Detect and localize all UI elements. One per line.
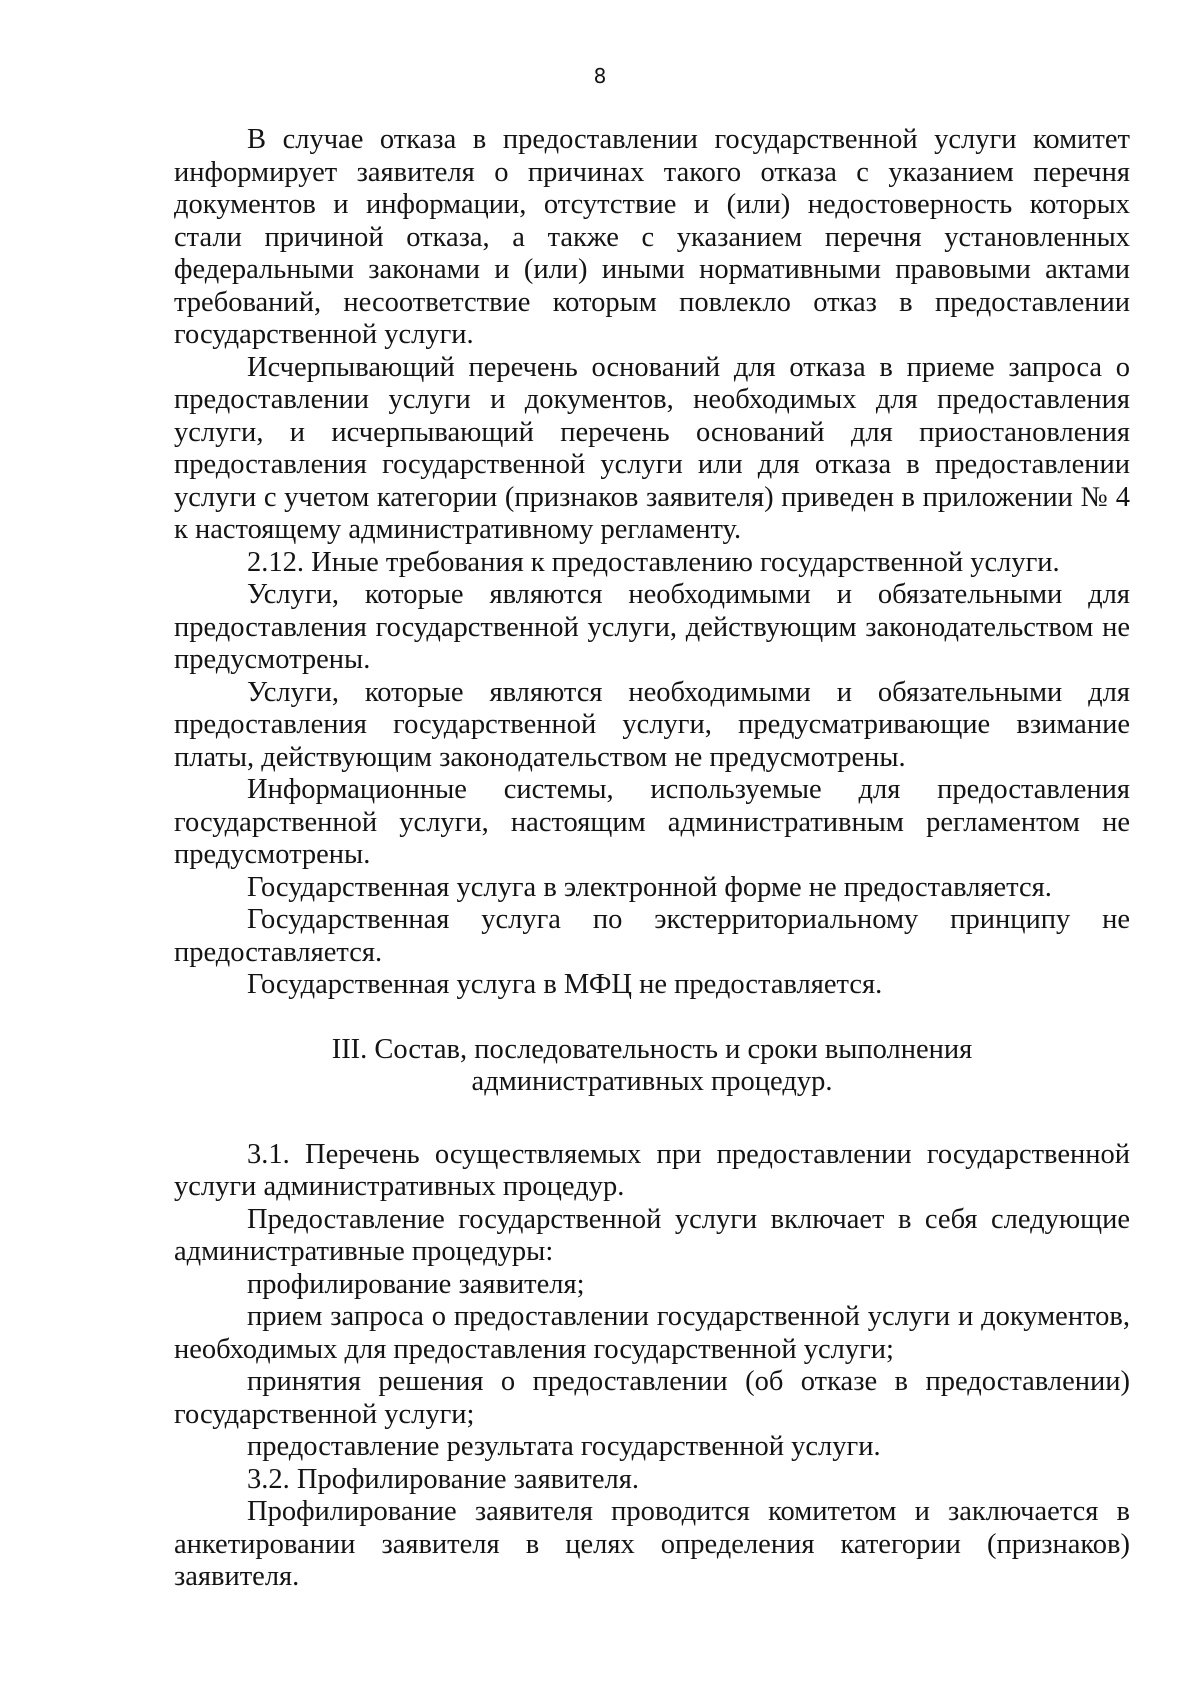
paragraph-paid-services: Услуги, которые являются необходимыми и обязательными для предоставления государственной услуги, предусматривающие взимание платы, действующим законодательством не предусмотрены. bbox=[174, 676, 1130, 773]
paragraph-3-2-title: 3.2. Профилирование заявителя. bbox=[247, 1463, 639, 1495]
list-item-profiling: профилирование заявителя; bbox=[247, 1268, 585, 1300]
paragraph-information-systems: Информационные системы, используемые для предоставления государственной услуги, настоящим административным регламентом не предусмотрены. bbox=[174, 774, 1130, 870]
section-3-heading-line-1: III. Состав, последовательность и сроки выполнения bbox=[331, 1033, 973, 1065]
list-item-request-reception: прием запроса о предоставлении государственной услуги и документов, необходимых для предоставления государственной услуги; bbox=[174, 1301, 1130, 1365]
section-3-text bbox=[174, 1139, 1130, 1594]
list-item-decision: принятия решения о предоставлении (об отказе в предоставлении) государственной услуги; bbox=[174, 1366, 1130, 1430]
paragraph-2-12-title: 2.12. Иные требования к предоставлению государственной услуги. bbox=[247, 546, 1060, 578]
document-body bbox=[174, 124, 1130, 1594]
paragraph-procedures-intro: Предоставление государственной услуги включает в себя следующие административные процедуры: bbox=[174, 1203, 1130, 1267]
paragraph-extraterritorial: Государственная услуга по экстерриториальному принципу не предоставляется. bbox=[174, 904, 1130, 968]
section-2-text bbox=[174, 124, 1130, 1002]
section-3-heading-line-2: административных процедур. bbox=[471, 1066, 833, 1097]
paragraph-required-services: Услуги, которые являются необходимыми и обязательными для предоставления государственной услуги, действующим законодательством не предусмотрены. bbox=[174, 579, 1130, 675]
section-3-heading bbox=[174, 1034, 1130, 1099]
paragraph-profiling-description: Профилирование заявителя проводится комитетом и заключается в анкетировании заявителя в целях определения категории (признаков) заявителя. bbox=[174, 1496, 1130, 1592]
paragraph-refusal-grounds: Исчерпывающий перечень оснований для отказа в приеме запроса о предоставлении услуги и документов, необходимых для предоставления услуги, и исчерпывающий перечень оснований для приостановления предоставления государственной услуги или для отказа в предоставлении услуги с учетом категории (признаков заявителя) приведен в приложении № 4 к настоящему административному регламенту. bbox=[174, 351, 1130, 545]
paragraph-electronic-form: Государственная услуга в электронной форме не предоставляется. bbox=[247, 871, 1052, 903]
paragraph-3-1-title: 3.1. Перечень осуществляемых при предоставлении государственной услуги административных процедур. bbox=[174, 1138, 1130, 1202]
page-number: 8 bbox=[593, 64, 607, 88]
paragraph-mfc: Государственная услуга в МФЦ не предоставляется. bbox=[247, 969, 883, 1000]
list-item-result: предоставление результата государственной услуги. bbox=[247, 1431, 881, 1462]
paragraph-refusal-notice: В случае отказа в предоставлении государственной услуги комитет информирует заявителя о причинах такого отказа с указанием перечня документов и информации, отсутствие и (или) недостоверность которых стали причиной отказа, а также с указанием перечня установленных федеральными законами и (или) иными нормативными правовыми актами требований, несоответствие которым повлекло отказ в предоставлении государственной услуги. bbox=[174, 124, 1130, 350]
